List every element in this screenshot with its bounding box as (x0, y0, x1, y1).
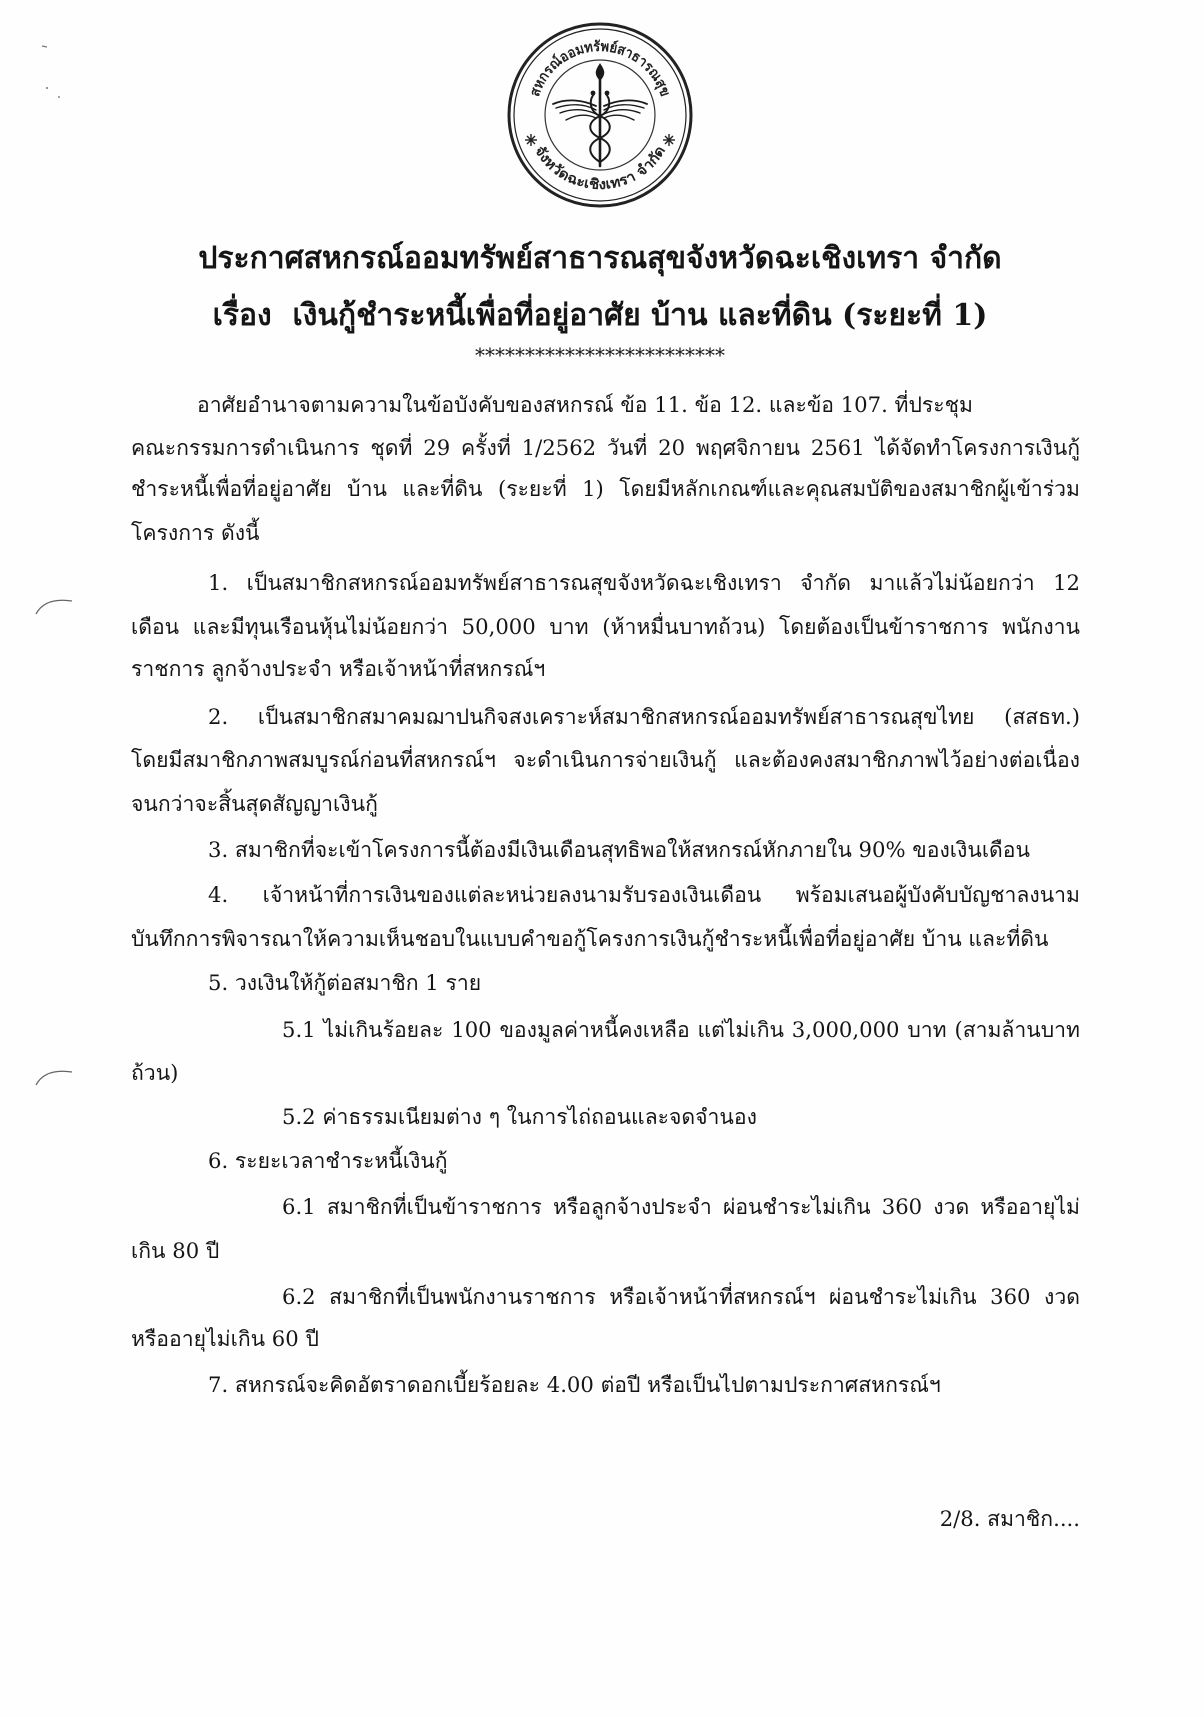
item-5-2-line: 5.2 ค่าธรรมเนียมต่าง ๆ ในการไถ่ถอนและจดจำนอง (282, 1104, 757, 1129)
item-1-line: 1. เป็นสมาชิกสหกรณ์ออมทรัพย์สาธารณสุขจังหวัดฉะเชิงเทรา จำกัด มาแล้วไม่น้อยกว่า 12 (208, 570, 1080, 595)
item-2-line: 2. เป็นสมาชิกสมาคมฌาปนกิจสงเคราะห์สมาชิกสหกรณ์ออมทรัพย์สาธารณสุขไทย (สสธท.) (208, 704, 1080, 729)
item-6-2-line: 6.2 สมาชิกที่เป็นพนักงานราชการ หรือเจ้าหน้าที่สหกรณ์ฯ ผ่อนชำระไม่เกิน 360 งวด (282, 1284, 1080, 1309)
scan-mark (33, 1065, 75, 1087)
notice-title: ประกาศสหกรณ์ออมทรัพย์สาธารณสุขจังหวัดฉะเชิงเทรา จำกัด (198, 241, 1002, 276)
item-5-heading: 5. วงเงินให้กู้ต่อสมาชิก 1 ราย (208, 970, 482, 995)
seal-bottom-text: จังหวัดฉะเชิงเทรา จำกัด (531, 143, 669, 194)
item-5-1-line: 5.1 ไม่เกินร้อยละ 100 ของมูลค่าหนี้คงเหลือ แต่ไม่เกิน 3,000,000 บาท (สามล้านบาท (282, 1017, 1080, 1042)
caduceus-icon (553, 64, 647, 166)
item-5-1-line: ถ้วน) (131, 1060, 179, 1085)
item-1-line: เดือน และมีทุนเรือนหุ้นไม่น้อยกว่า 50,000 บาท (ห้าหมื่นบาทถ้วน) โดยต้องเป็นข้าราชการ พนักงาน (131, 614, 1080, 639)
scan-specks (38, 40, 68, 104)
intro-line: อาศัยอำนาจตามความในข้อบังคับของสหกรณ์ ข้อ 11. ข้อ 12. และข้อ 107. ที่ประชุม (197, 392, 973, 417)
intro-line: คณะกรรมการดำเนินการ ชุดที่ 29 ครั้งที่ 1/2562 วันที่ 20 พฤศจิกายน 2561 ได้จัดทำโครงการเงินกู้ (131, 435, 1080, 460)
seal-top-text: สหกรณ์ออมทรัพย์สาธารณสุข (527, 38, 674, 100)
item-7-line: 7. สหกรณ์จะคิดอัตราดอกเบี้ยร้อยละ 4.00 ต่อปี หรือเป็นไปตามประกาศสหกรณ์ฯ (208, 1372, 941, 1397)
item-6-heading: 6. ระยะเวลาชำระหนี้เงินกู้ (208, 1148, 448, 1173)
item-6-1-line: 6.1 สมาชิกที่เป็นข้าราชการ หรือลูกจ้างประจำ ผ่อนชำระไม่เกิน 360 งวด หรืออายุไม่ (282, 1194, 1080, 1219)
item-4-line: 4. เจ้าหน้าที่การเงินของแต่ละหน่วยลงนามรับรองเงินเดือน พร้อมเสนอผู้บังคับบัญชาลงนาม (208, 882, 1080, 907)
item-6-1-line: เกิน 80 ปี (131, 1238, 220, 1263)
intro-line: ชำระหนี้เพื่อที่อยู่อาศัย บ้าน และที่ดิน (ระยะที่ 1) โดยมีหลักเกณฑ์และคุณสมบัติของสมาชิกผู้เข้าร่วม (131, 476, 1080, 501)
item-6-2-line: หรืออายุไม่เกิน 60 ปี (131, 1326, 319, 1351)
star-icon (525, 134, 537, 146)
page-continuation: 2/8. สมาชิก.... (939, 1506, 1080, 1531)
item-2-line: โดยมีสมาชิกภาพสมบูรณ์ก่อนที่สหกรณ์ฯ จะดำเนินการจ่ายเงินกู้ และต้องคงสมาชิกภาพไว้อย่างต่อเนื่อง (131, 747, 1080, 772)
item-3-line: 3. สมาชิกที่จะเข้าโครงการนี้ต้องมีเงินเดือนสุทธิพอให้สหกรณ์หักภายใน 90% ของเงินเดือน (208, 837, 1030, 862)
title-separator: ************************* (475, 343, 725, 367)
notice-subject: เรื่อง เงินกู้ชำระหนี้เพื่อที่อยู่อาศัย บ้าน และที่ดิน (ระยะที่ 1) (212, 298, 988, 333)
scan-mark (33, 594, 75, 616)
cooperative-seal (505, 20, 695, 210)
item-1-line: ราชการ ลูกจ้างประจำ หรือเจ้าหน้าที่สหกรณ์ฯ (131, 656, 546, 681)
intro-line: โครงการ ดังนี้ (131, 520, 260, 545)
item-2-line: จนกว่าจะสิ้นสุดสัญญาเงินกู้ (131, 791, 378, 816)
star-icon (663, 134, 675, 146)
item-4-line: บันทึกการพิจารณาให้ความเห็นชอบในแบบคำขอกู้โครงการเงินกู้ชำระหนี้เพื่อที่อยู่อาศัย บ้าน และที่ดิน (131, 926, 1049, 951)
